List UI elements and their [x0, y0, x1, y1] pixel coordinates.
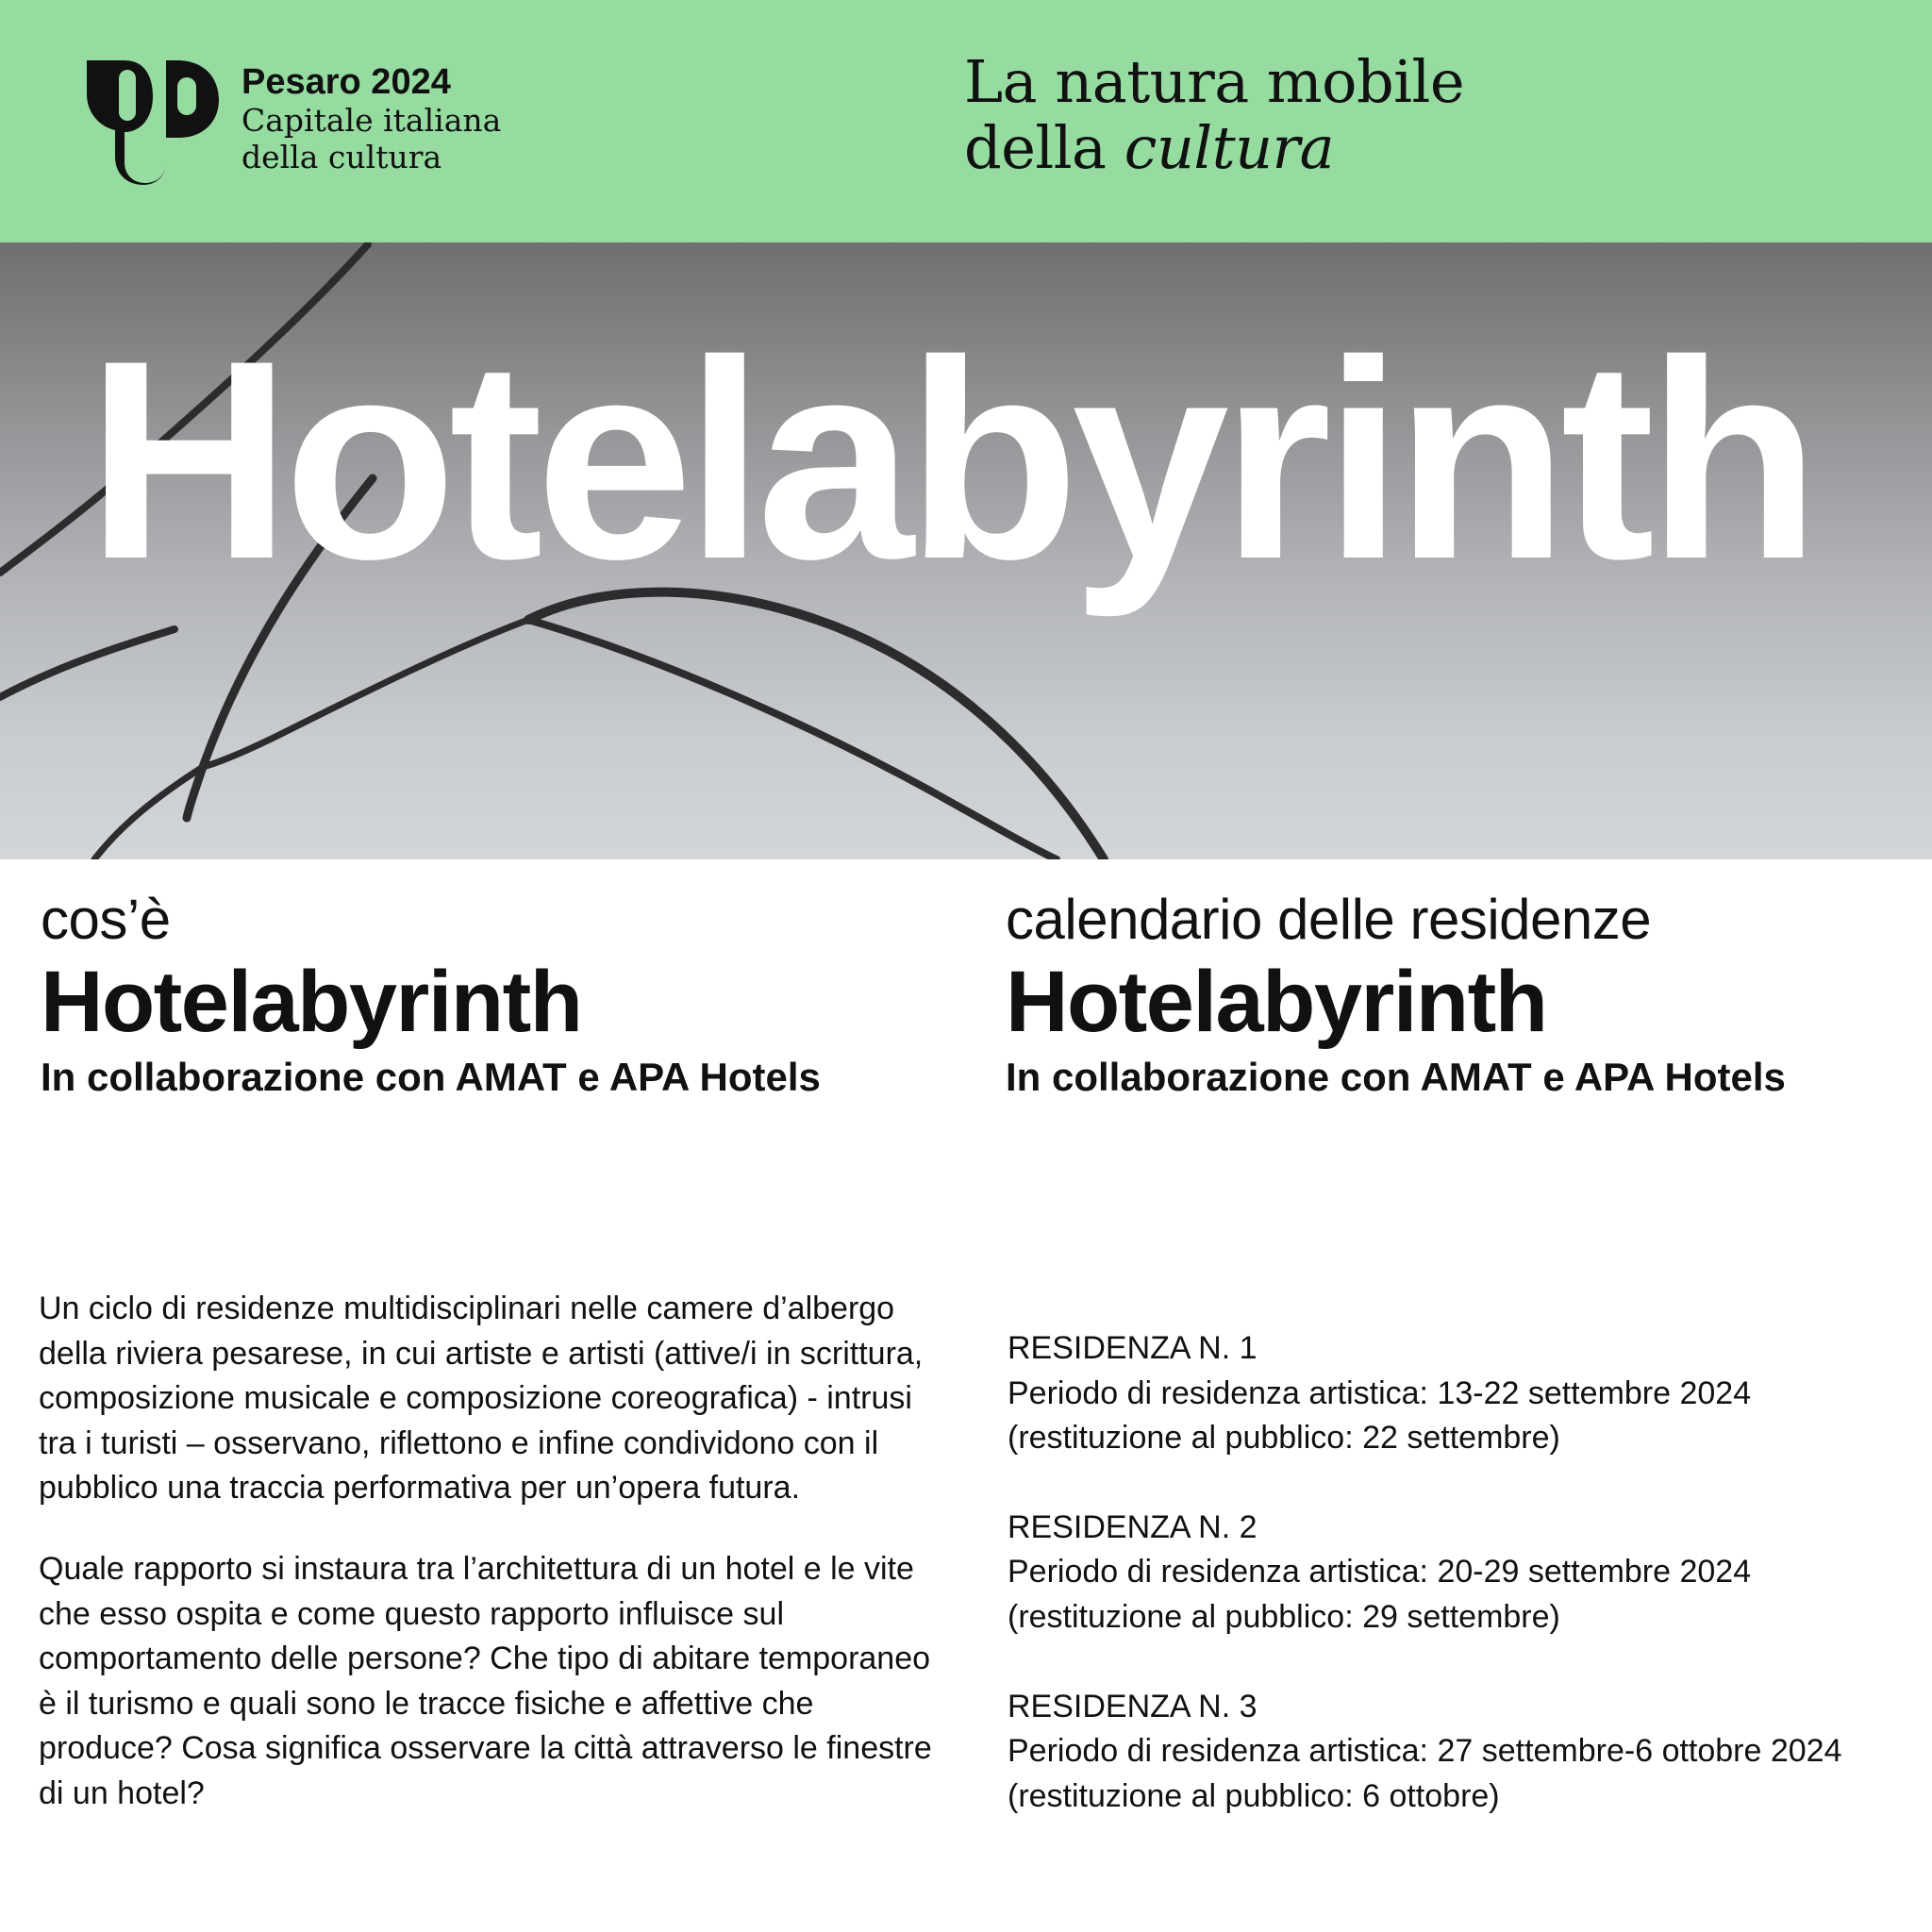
tagline-line-2-italic: cultura — [1124, 113, 1335, 182]
header-banner — [0, 0, 1932, 242]
brand-block — [242, 62, 501, 175]
residenza-item — [1008, 1506, 1913, 1641]
section-about — [41, 887, 937, 1102]
residenza-label: RESIDENZA N. 1 — [1008, 1330, 1257, 1366]
brand-title: Pesaro 2024 — [242, 62, 451, 102]
residenza-label: RESIDENZA N. 3 — [1008, 1688, 1257, 1724]
residenza-text: Periodo di residenza artistica: 27 settembre-6 ottobre 2024 (restituzione al pubblico: 6 ottobre) — [1008, 1733, 1842, 1814]
residenza-label: RESIDENZA N. 2 — [1008, 1508, 1257, 1545]
tagline-line-2 — [964, 115, 1464, 181]
calendar-subtitle: In collaborazione con AMAT e APA Hotels — [1006, 1055, 1786, 1099]
hero-title: Hotelabyrinth — [87, 301, 1813, 618]
residenza-item — [1008, 1685, 1913, 1820]
residenza-text: Periodo di residenza artistica: 13-22 settembre 2024 (restituzione al pubblico: 22 settembre) — [1008, 1374, 1752, 1457]
about-subtitle: In collaborazione con AMAT e APA Hotels — [41, 1055, 821, 1099]
calendar-kicker: calendario delle residenze — [1006, 888, 1652, 951]
brand-subtitle-line-1: Capitale italiana — [242, 102, 502, 139]
about-paragraph-2: Quale rapporto si instaura tra l’architettura di un hotel e le vite che esso ospita e come questo rapporto influisce sul comportamento delle persone? Che tipo di abitare temporaneo è il turismo e quali sono le tracce fisiche e affettive che produce? Cosa significa osservare la città attraverso le finestre di un hotel? — [39, 1550, 932, 1811]
tagline-line-1: La natura mobile — [964, 47, 1465, 116]
calendar-title: Hotelabyrinth — [1006, 954, 1547, 1050]
hero-image — [0, 242, 1932, 859]
about-title: Hotelabyrinth — [41, 954, 582, 1050]
tagline-line-2-plain: della — [964, 113, 1124, 182]
tagline — [964, 49, 1464, 181]
section-calendar — [1006, 887, 1911, 1102]
about-body — [39, 1287, 944, 1853]
residenza-text: Periodo di residenza artistica: 20-29 settembre 2024 (restituzione al pubblico: 29 settembre) — [1008, 1554, 1752, 1635]
brand-subtitle-line-2: della cultura — [242, 139, 442, 175]
pesaro-logo-icon — [87, 57, 219, 185]
residenze-list — [1008, 1326, 1913, 1863]
about-paragraph-1: Un ciclo di residenze multidisciplinari nelle camere d’albergo della riviera pesarese, in cui artiste e artisti (attive/i in scrittura, composizione musicale e composizione coreografica) - intrusi tra i turisti – osservano, riflettono e infine condividono con il pubblico una traccia performativa per un’opera futura. — [39, 1291, 924, 1507]
residenza-item — [1008, 1326, 1913, 1461]
about-kicker: cos’è — [41, 888, 171, 951]
